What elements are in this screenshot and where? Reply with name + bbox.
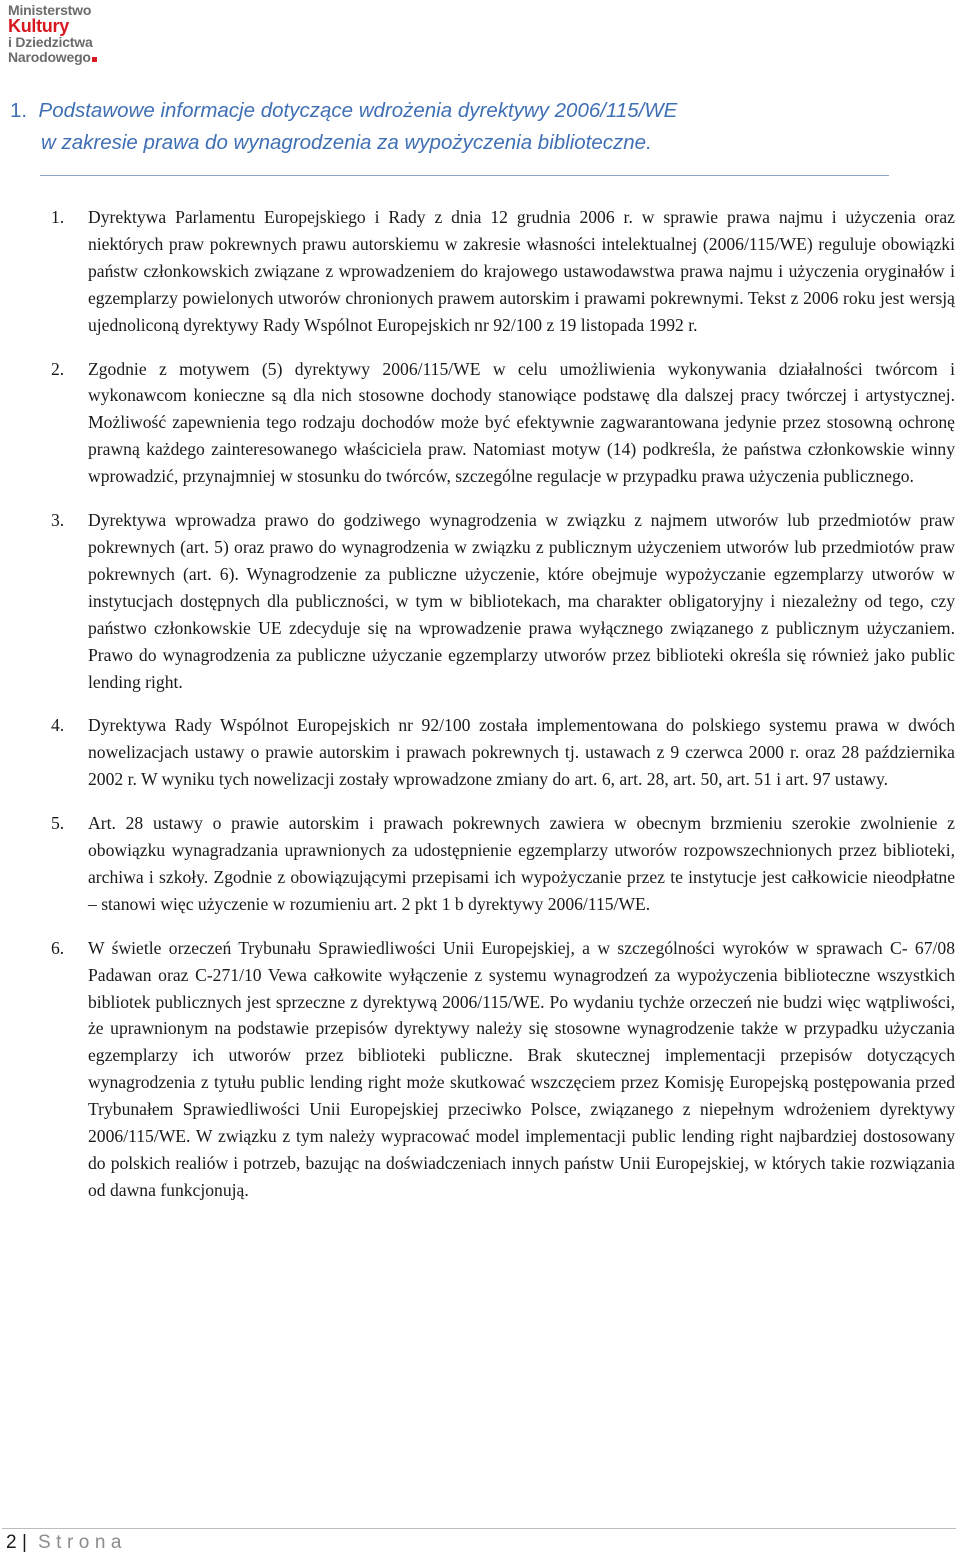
footer-separator: |: [22, 1532, 27, 1553]
page-footer: [0, 1528, 960, 1561]
footer-rule: [2, 1528, 956, 1529]
list-item-text: W świetle orzeczeń Trybunału Sprawiedliwości Unii Europejskiej, a w szczególności wyroków w sprawach C- 67/08 Padawan oraz C-271/10 Vewa całkowite wyłączenie z systemu wynagrodzeń za wypożyczenia biblioteczne wszystkich bibliotek publicznych jest sprzeczne z dyrektywą 2006/115/WE. Po wydaniu tychże orzeczeń nie budzi więc wątpliwości, że uprawnionym na podstawie przepisów dyrektywy należy się stosowne wynagrodzenie także w przypadku użyczania egzemplarzy ich utworów przez biblioteki publiczne. Brak skutecznej implementacji przepisów dotyczących wynagrodzenia z tytułu public lending right może skutkować wszczęciem przez Komisję Europejską postępowania przed Trybunałem Sprawiedliwości Unii Europejskiej przeciwko Polsce, związanego z niepełnym wdrożeniem dyrektywy 2006/115/WE. W związku z tym należy wypracować model implementacji public lending right najbardziej dostosowany do polskich realiów i potrzeb, bazując na doświadczeniach innych państw Unii Europejskiej, w których takie rozwiązania od dawna funkcjonują.: [88, 937, 955, 1200]
logo-line-narodowego-text: Narodowego: [8, 49, 91, 65]
list-item-number: 2.: [51, 358, 65, 379]
list-item: [43, 356, 955, 491]
logo-line-ministerstwo: Ministerstwo: [8, 2, 92, 18]
page-number: 2: [6, 1532, 17, 1553]
list-item: [43, 712, 955, 793]
list-item-text: Zgodnie z motywem (5) dyrektywy 2006/115/WE w celu umożliwienia wykonywania działalności twórcom i wykonawcom konieczne są dla nich stosowne dochody stanowiące podstawę dla dalszej pracy twórczej i artystycznej. Możliwość zapewnienia tego rodzaju dochodów może być efektywnie zagwarantowana jedynie przez stosowną ochronę prawną każdego zainteresowanego właściciela praw. Natomiast motyw (14) podkreśla, że państwa członkowskie winny wprowadzić, przynajmniej w stosunku do twórców, szczególne regulacje w przypadku prawa użyczenia publicznego.: [88, 358, 955, 487]
list-item: [43, 810, 955, 918]
list-item-number: 1.: [51, 207, 65, 227]
list-item-number: 4.: [51, 715, 65, 736]
heading-line-1: Podstawowe informacje dotyczące wdrożenia dyrektywy 2006/115/WE: [38, 99, 678, 122]
list-item-text: Art. 28 ustawy o prawie autorskim i prawach pokrewnych zawiera w obecnym brzmieniu szerokie zwolnienie z obowiązku wynagradzania uprawnionych za udostępnienie egzemplarzy utworów rozpowszechnionych przez biblioteki, archiwa i szkoły. Zgodnie z obowiązującymi przepisami ich wypożyczanie przez te instytucje jest całkowicie nieodpłatne – stanowi więc użyczenie w rozumieniu art. 2 pkt 1 b dyrektywy 2006/115/WE.: [88, 813, 955, 914]
logo-line-narodowego: [8, 50, 128, 65]
logo-line-dziedzictwa: i Dziedzictwa: [8, 34, 93, 50]
logo-line-kultury: Kultury: [8, 16, 69, 36]
heading-line-2: w zakresie prawa do wynagrodzenia za wypożyczenia biblioteczne.: [41, 131, 652, 154]
section-heading: [10, 95, 910, 159]
numbered-list: [43, 185, 955, 1204]
section-number: 1.: [10, 99, 28, 122]
list-item-text: Dyrektywa Parlamentu Europejskiego i Rady z dnia 12 grudnia 2006 r. w sprawie prawa najmu i użyczenia oraz niektórych praw pokrewnych prawu autorskiemu w zakresie własności intelektualnej (2006/115/WE) reguluje obowiązki państw członkowskich związane z wprowadzeniem do krajowego ustawodawstwa prawa najmu i użyczenia oryginałów i egzemplarzy powielonych utworów chronionych prawem autorskim i prawami pokrewnymi. Tekst z 2006 roku jest wersją ujednoliconą dyrektywy Rady Wspólnot Europejskich nr 92/100 z 19 listopada 1992 r.: [88, 207, 955, 335]
list-item-number: 3.: [51, 510, 65, 531]
list-item-text: Dyrektywa wprowadza prawo do godziwego wynagrodzenia w związku z najmem utworów lub przedmiotów praw pokrewnych (art. 5) oraz prawo do wynagrodzenia w związku z publicznym użyczeniem utworów lub przedmiotów praw pokrewnych (art. 6). Wynagrodzenie za publiczne użyczenie, które obejmuje wypożyczanie egzemplarzy utworów w instytucjach dostępnych dla publiczności, w tym w bibliotekach, ma charakter obligatoryjny i niezależny od tego, czy państwo członkowskie UE zdecyduje się na wprowadzenie prawa wyłącznego związanego z publicznym użyczaniem. Prawo do wynagrodzenia za publiczne użyczanie egzemplarzy utworów przez biblioteki określa się również jako public lending right.: [88, 510, 955, 692]
list-item-number: 5.: [51, 813, 65, 834]
heading-underline: [40, 175, 889, 176]
ministry-logo: [8, 3, 128, 67]
list-item-number: 6.: [51, 937, 65, 958]
list-item: [43, 935, 955, 1204]
list-item: [43, 507, 955, 695]
list-item: [43, 204, 955, 339]
list-item-text: Dyrektywa Rady Wspólnot Europejskich nr 92/100 została implementowana do polskiego systemu prawa w dwóch nowelizacjach ustawy o prawie autorskim i prawach pokrewnych tj. ustawach z 9 czerwca 2000 r. oraz 28 października 2002 r. W wyniku tych nowelizacji zostały wprowadzone zmiany do art. 6, art. 28, art. 50, art. 51 i art. 97 ustawy.: [88, 715, 955, 790]
logo-dot: [92, 57, 97, 62]
footer-page-label: Strona: [38, 1532, 127, 1553]
